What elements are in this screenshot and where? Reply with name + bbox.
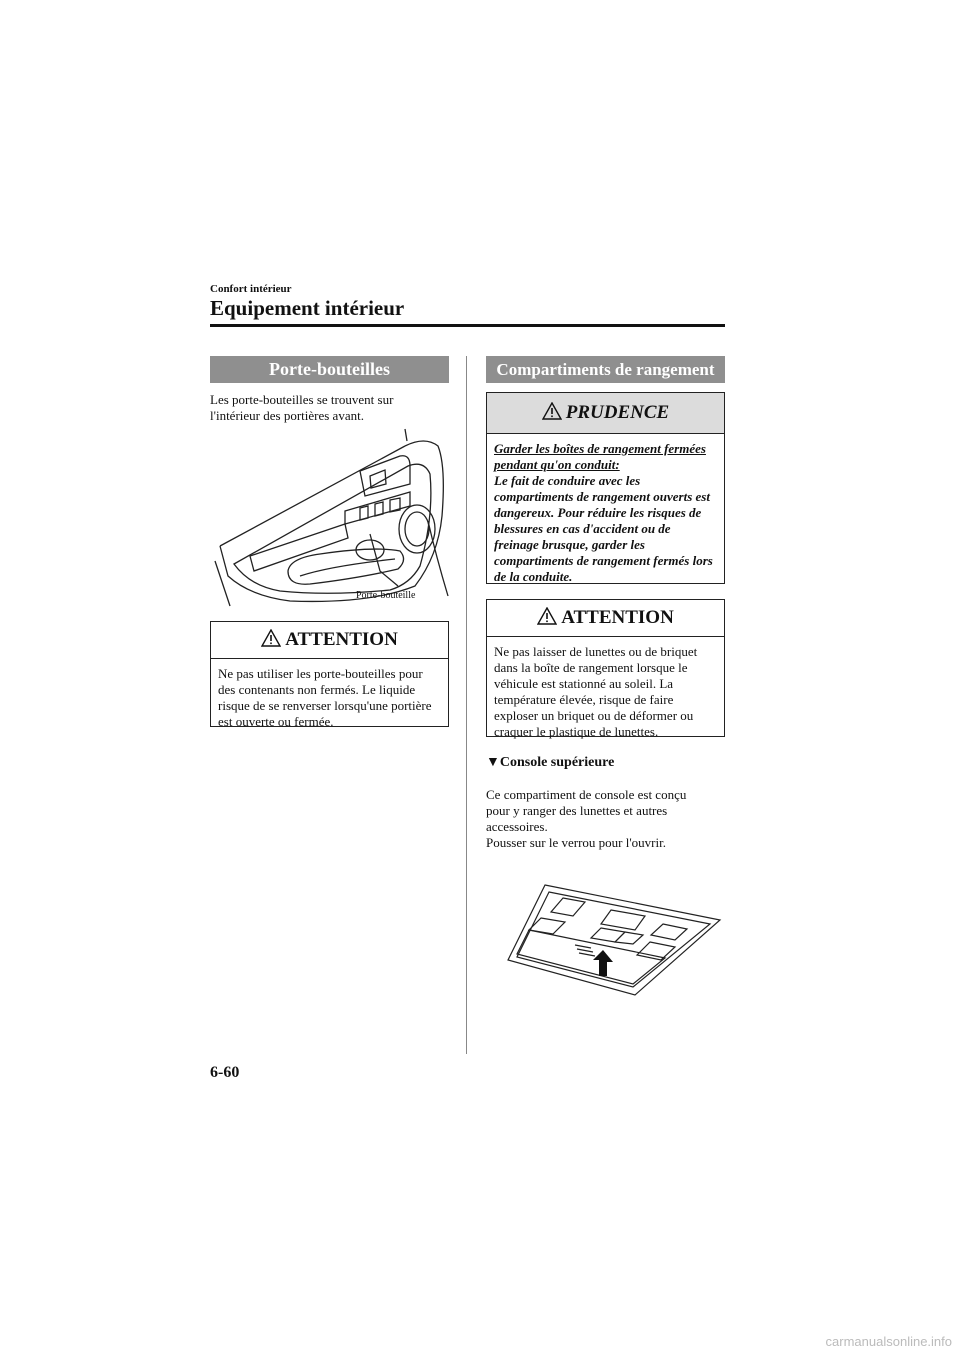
attention-box-left (210, 621, 449, 727)
intro-paragraph: Les porte-bouteilles se trouvent sur l'intérieur des portières avant. (210, 392, 394, 423)
header-rule (210, 324, 725, 327)
console-paragraph-1: Ce compartiment de console est conçu pour y ranger des lunettes et autres accessoires. (486, 787, 687, 834)
page-number: 6-60 (210, 1064, 240, 1081)
prudence-title: PRUDENCE (565, 402, 670, 423)
heading-porte-bouteilles: Porte-bouteilles (210, 356, 449, 383)
attention-title: ATTENTION (561, 607, 674, 628)
attention-text: Ne pas laisser de lunettes ou de briquet dans la boîte de rangement lorsque le véhicule est stationné au soleil. La température élevée, risque de faire exploser un briquet ou de déformer ou craquer le plastique de lunettes. (494, 644, 698, 739)
attention-text: Ne pas utiliser les porte-bouteilles pour des contenants non fermés. Le liquide risque de se renverser lorsqu'une portière est ouverte ou fermée. (218, 666, 432, 729)
warning-triangle-icon (537, 607, 557, 625)
attention-header (487, 600, 724, 637)
console-paragraph-2: Pousser sur le verrou pour l'ouvrir. (486, 835, 666, 850)
push-arrow-icon (593, 950, 613, 976)
section-label: Confort intérieur (210, 283, 292, 295)
prudence-header (487, 393, 724, 434)
attention-header (211, 622, 448, 659)
overhead-console-illustration (505, 880, 725, 998)
door-cupholder-illustration (210, 426, 455, 612)
prudence-text: Le fait de conduire avec les compartiments de rangement ouverts est dangereux. Pour réduire les risques de blessures en cas d'accident ou de freinage brusque, garder les compartiments de rangement fermés lors de la conduite. (494, 473, 713, 584)
prudence-box (486, 392, 725, 584)
page-title: Equipement intérieur (210, 296, 405, 320)
attention-title: ATTENTION (285, 629, 398, 650)
prudence-body (487, 434, 724, 591)
prudence-lead: Garder les boîtes de rangement fermées pendant qu'on conduit: (494, 441, 706, 472)
warning-triangle-icon (542, 402, 562, 420)
attention-box-right (486, 599, 725, 737)
subsection-heading (486, 755, 614, 771)
figure-label-porte-bouteille: Porte-bouteille (356, 590, 416, 601)
watermark: carmanualsonline.info (825, 1334, 952, 1349)
heading-compartiments: Compartiments de rangement (486, 356, 725, 383)
column-divider (466, 356, 467, 1054)
subsection-title: Console supérieure (499, 755, 615, 770)
warning-triangle-icon (261, 629, 281, 647)
triangle-marker-icon: ▼ (486, 755, 500, 770)
